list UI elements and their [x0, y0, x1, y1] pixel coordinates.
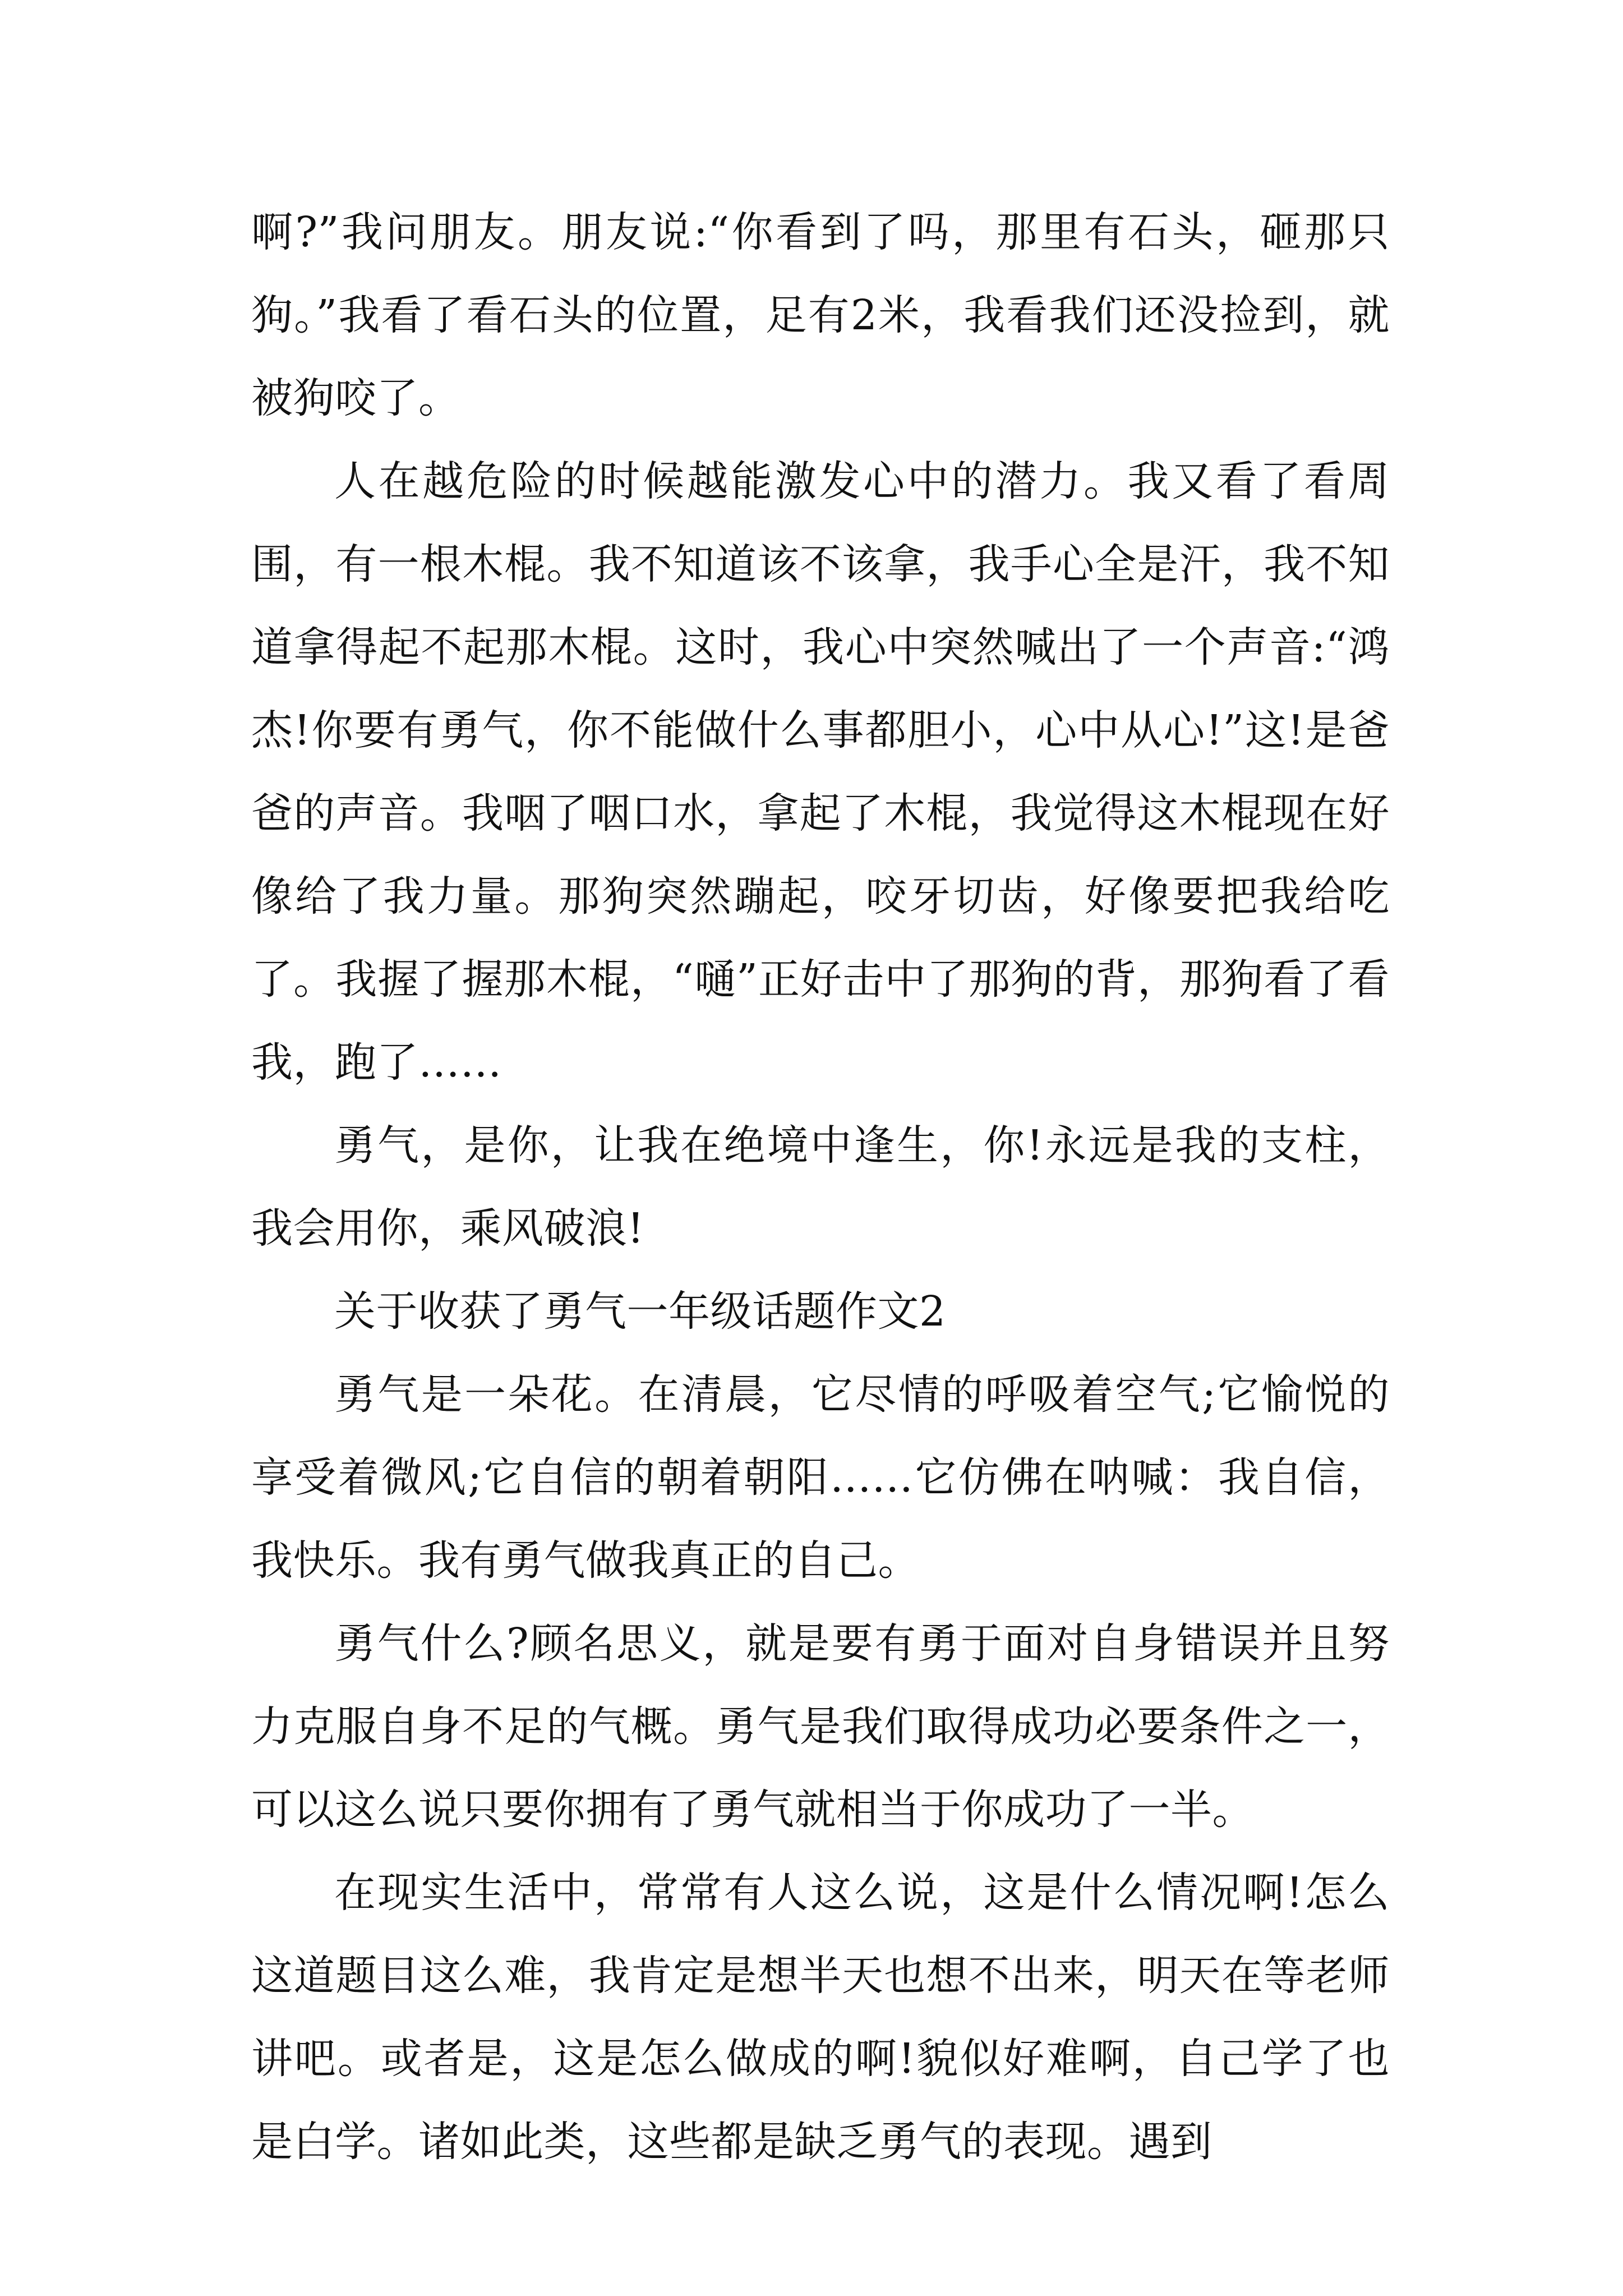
paragraph-real-life: 在现实生活中，常常有人这么说，这是什么情况啊!怎么这道题目这么难，我肯定是想半天也想不出来，明天在等老师讲吧。或者是，这是怎么做成的啊!貌似好难啊，自己学了也是白学。诸如此类，这些都是缺乏勇气的表现。遇到 [251, 1869, 1390, 2166]
paragraph-courage-definition: 勇气什么?顾名思义，就是要有勇于面对自身错误并且努力克服自身不足的气概。勇气是我们取得成功必要条件之一，可以这么说只要你拥有了勇气就相当于你成功了一半。 [251, 1619, 1390, 1834]
article-body [251, 191, 1390, 2183]
section-heading: 关于收获了勇气一年级话题作文2 [334, 1287, 946, 1336]
paragraph-courage-flower: 勇气是一朵花。在清晨，它尽情的呼吸着空气;它愉悦的享受着微风;它自信的朝着朝阳……它仿佛在呐喊：我自信，我快乐。我有勇气做我真正的自己。 [251, 1370, 1390, 1585]
paragraph-continuation: 啊?”我问朋友。朋友说:“你看到了吗，那里有石头，砸那只狗。”我看了看石头的位置，足有2米，我看我们还没捡到，就被狗咬了。 [251, 208, 1390, 422]
paragraph-danger-potential: 人在越危险的时候越能激发心中的潜力。我又看了看周围，有一根木棍。我不知道该不该拿，我手心全是汗，我不知道拿得起不起那木棍。这时，我心中突然喊出了一个声音:“鸿杰!你要有勇气，你不能做什么事都胆小，心中从心!”这!是爸爸的声音。我咽了咽口水，拿起了木棍，我觉得这木棍现在好像给了我力量。那狗突然蹦起，咬牙切齿，好像要把我给吃了。我握了握那木棍，“嗵”正好击中了那狗的背，那狗看了看我，跑了…… [251, 457, 1390, 1087]
paragraph-courage-pillar: 勇气，是你，让我在绝境中逢生，你!永远是我的支柱，我会用你，乘风破浪! [251, 1121, 1390, 1253]
